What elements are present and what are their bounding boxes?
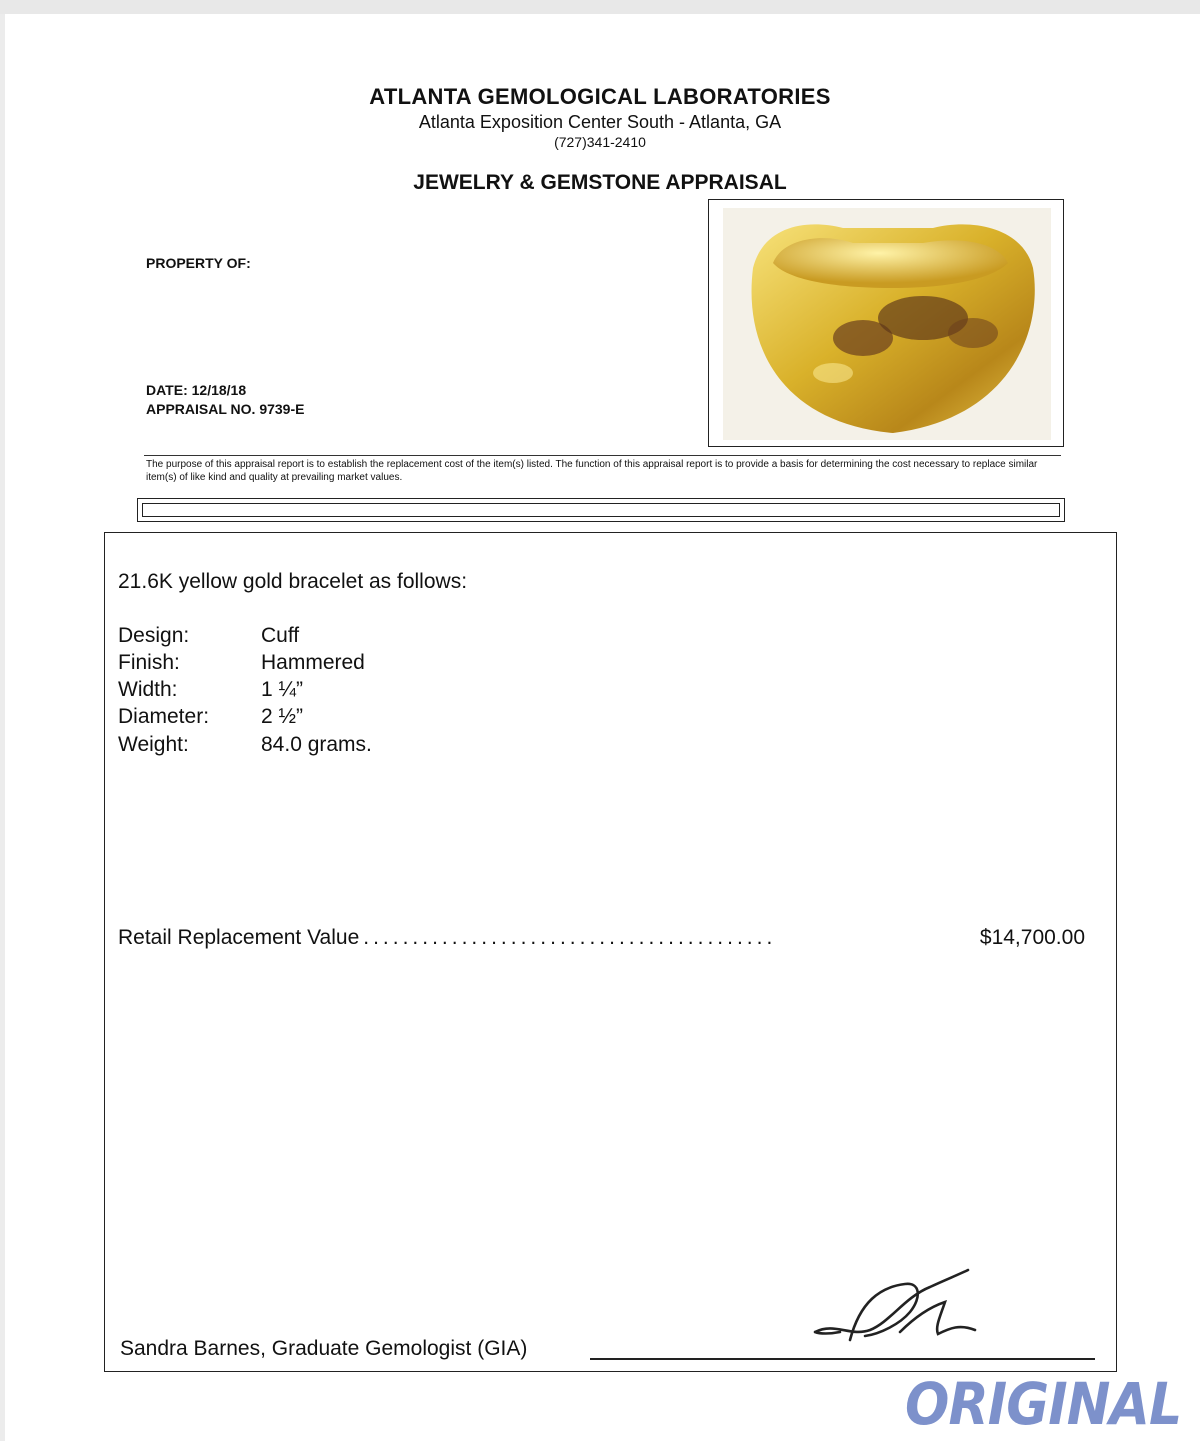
item-intro: 21.6K yellow gold bracelet as follows: — [118, 570, 468, 593]
spec-value: 2 ½” — [261, 705, 304, 728]
retail-value-row — [118, 926, 1085, 950]
original-stamp: ORIGINAL — [905, 1370, 1182, 1438]
spec-label: Weight: — [118, 733, 189, 756]
spec-value: 84.0 grams. — [261, 733, 372, 756]
date-line: DATE: 12/18/18 — [146, 382, 247, 398]
appraisal-number: APPRAISAL NO. 9739-E — [146, 401, 305, 417]
spec-value: Cuff — [261, 624, 300, 647]
document-title: JEWELRY & GEMSTONE APPRAISAL — [413, 171, 787, 194]
lab-address: Atlanta Exposition Center South - Atlanta, GA — [418, 112, 782, 132]
spec-row-finish — [118, 651, 518, 678]
gold-cuff-bracelet-image — [723, 208, 1051, 440]
header-rule — [144, 455, 1061, 456]
handwritten-signature — [810, 1262, 990, 1362]
appraiser-name: Sandra Barnes, Graduate Gemologist (GIA) — [120, 1337, 528, 1360]
scan-left-edge — [0, 14, 5, 1441]
scan-top-edge — [0, 0, 1200, 14]
spec-row-design — [118, 624, 518, 651]
spec-value: Hammered — [261, 651, 365, 674]
spec-row-width — [118, 678, 518, 705]
spec-label: Design: — [118, 624, 190, 647]
leader-dots: .......................................... — [363, 926, 777, 949]
lab-phone: (727)341-2410 — [554, 134, 646, 150]
spec-label: Diameter: — [118, 705, 210, 728]
spec-row-diameter — [118, 705, 518, 732]
retail-value-amount: $14,700.00 — [979, 926, 1085, 949]
spec-label: Finish: — [118, 651, 180, 674]
item-photo-frame — [708, 199, 1064, 447]
spec-row-weight — [118, 733, 518, 760]
spec-value: 1 ¼” — [261, 678, 304, 701]
description-header-box — [137, 498, 1065, 522]
lab-name: ATLANTA GEMOLOGICAL LABORATORIES — [369, 84, 831, 109]
purpose-statement: The purpose of this appraisal report is to establish the replacement cost of the item(s) listed. The function of this appraisal report is to provide a basis for determining the cost necessary to replace similar item(s) of like kind and quality at prevailing market values. — [146, 459, 1038, 483]
retail-value-label: Retail Replacement Value — [118, 926, 360, 949]
property-of-label: PROPERTY OF: — [146, 255, 251, 271]
spec-label: Width: — [118, 678, 178, 701]
